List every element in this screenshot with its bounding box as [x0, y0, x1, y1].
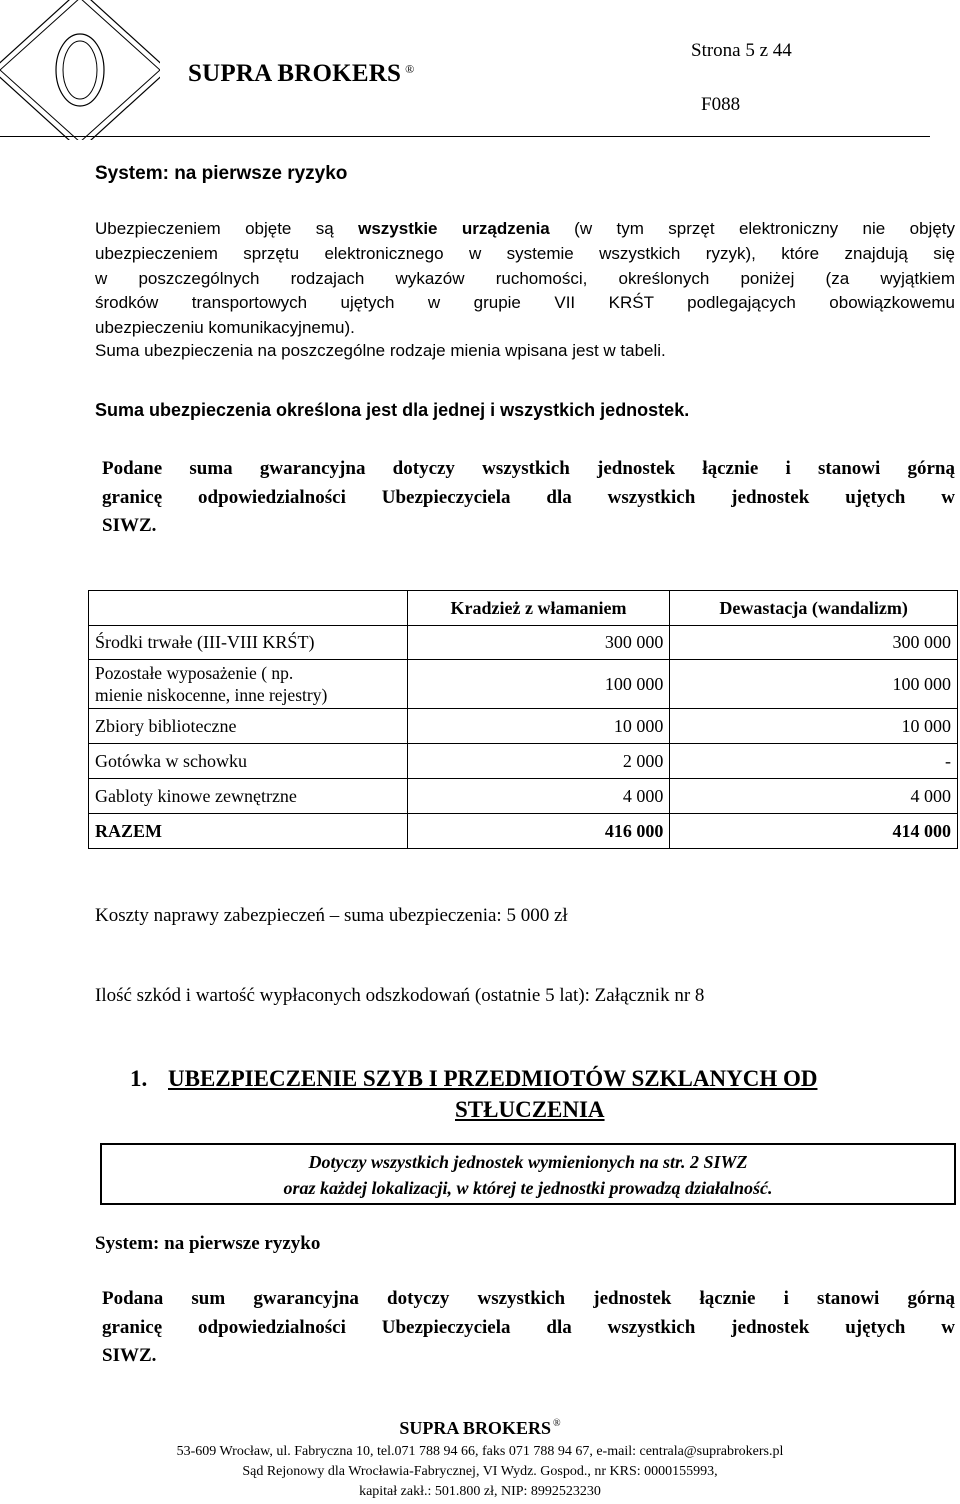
- scope-line: Dotyczy wszystkich jednostek wymienionych na str. 2 SIWZ: [308, 1152, 748, 1172]
- table-row: [89, 779, 958, 814]
- vandalism-value: 4 000: [670, 779, 958, 814]
- page-number: Strona 5 z 44: [691, 40, 792, 61]
- insurance-sums-table: [88, 590, 958, 849]
- footer-brand: SUPRA BROKERS ®: [399, 1418, 561, 1438]
- paragraph-line: w poszczególnych rodzajach wykazów ruchomości, określonych poniżej (za wyjątkiem: [95, 268, 955, 288]
- burglary-value: 2 000: [407, 744, 670, 779]
- paragraph-line: środków transportowych ujętych w grupie VII KRŚT podlegających obowiązkowemu: [95, 293, 955, 313]
- paragraph-line: ubezpieczeniu komunikacyjnemu).: [95, 318, 355, 338]
- company-logo: [0, 0, 160, 140]
- row-label: Gabloty kinowe zewnętrzne: [89, 779, 408, 814]
- total-label: RAZEM: [89, 814, 408, 849]
- paragraph-line: granicę odpowiedzialności Ubezpieczyciela dla wszystkich jednostek ujętych w: [102, 486, 955, 508]
- paragraph-line: ubezpieczeniem sprzętu elektronicznego w systemie wszystkich ryzyk), które znajdują się: [95, 243, 955, 263]
- table-header-row: [89, 591, 958, 626]
- total-burglary: 416 000: [407, 814, 670, 849]
- footer-address: 53-609 Wrocław, ul. Fabryczna 10, tel.071 788 94 66, faks 071 788 94 67, e-mail: centrala@suprabrokers.pl: [176, 1444, 784, 1459]
- table-row: [89, 626, 958, 660]
- burglary-value: 300 000: [407, 626, 670, 660]
- table-header-vandalism: Dewastacja (wandalizm): [670, 591, 958, 626]
- row-label: Pozostałe wyposażenie ( np. mienie niskocenne, inne rejestry): [89, 660, 408, 709]
- system-heading: System: na pierwsze ryzyko: [95, 163, 348, 184]
- vandalism-value: 100 000: [670, 660, 958, 709]
- vandalism-value: -: [670, 744, 958, 779]
- table-row: [89, 744, 958, 779]
- burglary-value: 4 000: [407, 779, 670, 814]
- row-label: Zbiory biblioteczne: [89, 709, 408, 744]
- guarantee-paragraph: [102, 1285, 955, 1371]
- paragraph-line: Podane suma gwarancyjna dotyczy wszystkich jednostek łącznie i stanowi górną: [102, 458, 955, 479]
- row-label: Środki trwałe (III-VIII KRŚT): [89, 626, 408, 660]
- paragraph-line: Ubezpieczeniem objęte są wszystkie urządzenia (w tym sprzęt elektroniczny nie objęty: [95, 219, 955, 238]
- claims-history-note: Ilość szkód i wartość wypłaconych odszkodowań (ostatnie 5 lat): Załącznik nr 8: [95, 985, 705, 1006]
- sum-note: Suma ubezpieczenia na poszczególne rodzaje mienia wpisana jest w tabeli.: [95, 341, 666, 360]
- header-divider: [0, 136, 930, 137]
- total-vandalism: 414 000: [670, 814, 958, 849]
- table-header-burglary: Kradzież z włamaniem: [407, 591, 670, 626]
- scope-box: [100, 1143, 956, 1205]
- row-label: Gotówka w schowku: [89, 744, 408, 779]
- sum-scope-note: Suma ubezpieczenia określona jest dla jednej i wszystkich jednostek.: [95, 400, 690, 420]
- paragraph-line: SIWZ.: [102, 515, 157, 536]
- table-total-row: [89, 814, 958, 849]
- section-title-line1: UBEZPIECZENIE SZYB I PRZEDMIOTÓW SZKLANYCH OD: [168, 1066, 818, 1091]
- security-repair-note: Koszty naprawy zabezpieczeń – suma ubezpieczenia: 5 000 zł: [95, 905, 568, 926]
- table-row: [89, 660, 958, 709]
- table-header-empty: [89, 591, 408, 626]
- document-code: F088: [701, 94, 741, 115]
- scope-line: oraz każdej lokalizacji, w której te jednostki prowadzą działalność.: [283, 1178, 773, 1198]
- footer-registry: Sąd Rejonowy dla Wrocławia-Fabrycznej, VI Wydz. Gospod., nr KRS: 0000155993,: [242, 1464, 718, 1479]
- paragraph-line: Podana sum gwarancyjna dotyczy wszystkich jednostek łącznie i stanowi górną: [102, 1288, 955, 1309]
- coverage-paragraph: [95, 217, 955, 341]
- section-title: [130, 1063, 930, 1125]
- vandalism-value: 10 000: [670, 709, 958, 744]
- paragraph-line: SIWZ.: [102, 1345, 157, 1366]
- burglary-value: 100 000: [407, 660, 670, 709]
- vandalism-value: 300 000: [670, 626, 958, 660]
- system-heading: System: na pierwsze ryzyko: [95, 1233, 321, 1254]
- section-title-line2: STŁUCZENIA: [455, 1097, 605, 1122]
- header-brand: SUPRA BROKERS ®: [188, 60, 415, 87]
- table-row: [89, 709, 958, 744]
- footer-capital: kapitał zakł.: 501.800 zł, NIP: 8992523230: [359, 1484, 601, 1499]
- burglary-value: 10 000: [407, 709, 670, 744]
- section-number: 1.: [130, 1066, 148, 1091]
- paragraph-line: granicę odpowiedzialności Ubezpieczyciela dla wszystkich jednostek ujętych w: [102, 1316, 955, 1338]
- guarantee-paragraph: [102, 455, 955, 541]
